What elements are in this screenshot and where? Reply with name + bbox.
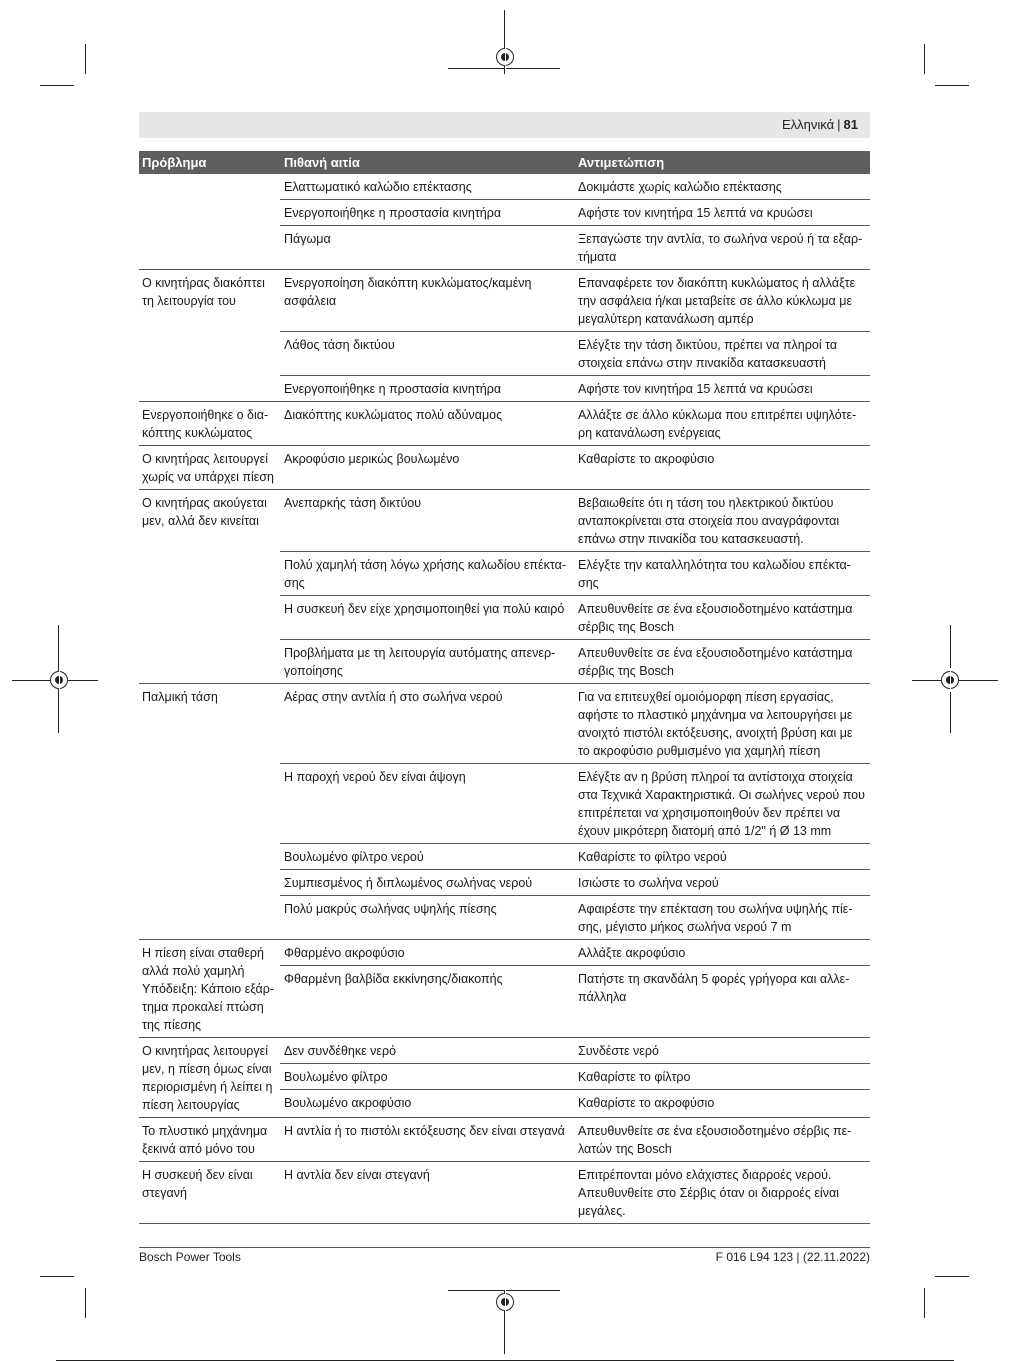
remedy-cell: Ελέγξτε την καταλληλότητα του καλωδίου επέκτα-σης bbox=[578, 558, 851, 590]
remedy-cell: Επιτρέπονται μόνο ελάχιστες διαρροές νερού. Απευθυνθείτε στο Σέρβις όταν οι διαρροές είναι μεγάλες. bbox=[578, 1168, 839, 1218]
remedy-cell: Καθαρίστε το ακροφύσιο bbox=[578, 452, 715, 466]
remedy-cell: Αφήστε τον κινητήρα 15 λεπτά να κρυώσει bbox=[578, 382, 813, 396]
table-row bbox=[280, 174, 870, 200]
registration-mark-icon bbox=[50, 671, 68, 689]
column-header-remedy: Αντιμετώπιση bbox=[578, 155, 665, 170]
problem-group bbox=[139, 402, 870, 446]
footer-divider bbox=[139, 1247, 870, 1248]
cause-cell: Δεν συνδέθηκε νερό bbox=[284, 1044, 397, 1058]
table-row bbox=[280, 640, 870, 683]
cause-cell: Διακόπτης κυκλώματος πολύ αδύναμος bbox=[284, 408, 503, 422]
problem-cell: Η πίεση είναι σταθερή αλλά πολύ χαμηλή Υπόδειξη: Κάποιο εξάρ-τημα προκαλεί πτώση της πίεσης bbox=[142, 946, 275, 1032]
cause-cell: Πάγωμα bbox=[284, 232, 331, 246]
remedy-cell: Ισιώστε το σωλήνα νερού bbox=[578, 876, 719, 890]
cause-cell: Πολύ χαμηλή τάση λόγω χρήσης καλωδίου επέκτα-σης bbox=[284, 558, 567, 590]
cause-cell: Φθαρμένη βαλβίδα εκκίνησης/διακοπής bbox=[284, 972, 503, 986]
remedy-cell: Ξεπαγώστε την αντλία, το σωλήνα νερού ή τα εξαρ-τήματα bbox=[578, 232, 863, 264]
problem-cell: Ο κινητήρας λειτουργεί μεν, η πίεση όμως είναι περιορισμένη ή λείπει η πίεση λειτουργίας bbox=[142, 1044, 273, 1112]
table-row bbox=[280, 200, 870, 226]
problem-group bbox=[139, 1118, 870, 1162]
table-row bbox=[280, 1038, 870, 1064]
remedy-cell: Επαναφέρετε τον διακόπτη κυκλώματος ή αλλάξτε την ασφάλεια ή/και μεταβείτε σε άλλο κύκλωμα με μεγαλύτερη κατανάλωση αμπέρ bbox=[578, 276, 856, 326]
table-row bbox=[280, 226, 870, 269]
column-header-cause: Πιθανή αιτία bbox=[284, 155, 360, 170]
table-row bbox=[280, 402, 870, 445]
table-row bbox=[280, 1090, 870, 1115]
cause-cell: Ενεργοποιήθηκε η προστασία κινητήρα bbox=[284, 382, 502, 396]
remedy-cell: Για να επιτευχθεί ομοιόμορφη πίεση εργασίας, αφήστε το πλαστικό μηχάνημα να λειτουργήσει με ανοιχτό πιστόλι εκτόξευσης, ανοιχτή βρύση και με το ακροφύσιο ρυθμισμένο για χαμηλή πίεση bbox=[578, 690, 853, 758]
table-row bbox=[280, 1162, 870, 1223]
cause-cell: Η αντλία δεν είναι στεγανή bbox=[284, 1168, 430, 1182]
remedy-cell: Απευθυνθείτε σε ένα εξουσιοδοτημένο σέρβις πε-λατών της Bosch bbox=[578, 1124, 852, 1156]
remedy-cell: Ελέγξτε την τάση δικτύου, πρέπει να πληροί τα στοιχεία επάνω στην πινακίδα κατασκευαστή bbox=[578, 338, 838, 370]
problem-group bbox=[139, 446, 870, 490]
table-row bbox=[280, 1118, 870, 1161]
footer-brand: Bosch Power Tools bbox=[139, 1250, 241, 1264]
table-row bbox=[280, 376, 870, 401]
cause-cell: Λάθος τάση δικτύου bbox=[284, 338, 395, 352]
table-row bbox=[280, 332, 870, 376]
page-header bbox=[139, 112, 870, 138]
remedy-cell: Απευθυνθείτε σε ένα εξουσιοδοτημένο κατάστημα σέρβις της Bosch bbox=[578, 602, 853, 634]
problem-cell: Η συσκευή δεν είναι στεγανή bbox=[142, 1168, 253, 1200]
table-row bbox=[280, 844, 870, 870]
cause-cell: Η συσκευή δεν είχε χρησιμοποιηθεί για πολύ καιρό bbox=[284, 602, 565, 616]
table-row bbox=[280, 966, 870, 1009]
table-body bbox=[139, 174, 870, 1224]
page-number: 81 bbox=[843, 117, 858, 132]
remedy-cell: Ελέγξτε αν η βρύση πληροί τα αντίστοιχα στοιχεία στα Τεχνικά Χαρακτηριστικά. Οι σωλήνες νερού που επιτρέπεται να χρησιμοποιηθούν δεν πρέπει να έχουν μικρότερη διατομή από 1/2" ή Ø 13 mm bbox=[578, 770, 865, 838]
problem-group bbox=[139, 174, 870, 270]
remedy-cell: Συνδέστε νερό bbox=[578, 1044, 659, 1058]
cause-cell: Η παροχή νερού δεν είναι άψογη bbox=[284, 770, 466, 784]
problem-cell: Παλμική τάση bbox=[142, 690, 218, 704]
cause-cell: Συμπιεσμένος ή διπλωμένος σωλήνας νερού bbox=[284, 876, 533, 890]
table-row bbox=[280, 490, 870, 552]
problem-cell: Το πλυστικό μηχάνημα ξεκινά από μόνο του bbox=[142, 1124, 268, 1156]
cause-cell: Ενεργοποίηση διακόπτη κυκλώματος/καμένη ασφάλεια bbox=[284, 276, 532, 308]
table-row bbox=[280, 552, 870, 596]
remedy-cell: Δοκιμάστε χωρίς καλώδιο επέκτασης bbox=[578, 180, 782, 194]
cause-cell: Ακροφύσιο μερικώς βουλωμένο bbox=[284, 452, 460, 466]
cause-cell: Βουλωμένο φίλτρο νερού bbox=[284, 850, 424, 864]
table-row bbox=[280, 446, 870, 471]
cause-cell: Ελαττωματικό καλώδιο επέκτασης bbox=[284, 180, 472, 194]
remedy-cell: Πατήστε τη σκανδάλη 5 φορές γρήγορα και αλλε-πάλληλα bbox=[578, 972, 850, 1004]
footer-doc-ref: F 016 L94 123 | (22.11.2022) bbox=[715, 1250, 870, 1264]
remedy-cell: Αλλάξτε ακροφύσιο bbox=[578, 946, 686, 960]
problem-cell bbox=[139, 174, 280, 269]
table-header bbox=[139, 151, 870, 174]
table-row bbox=[280, 940, 870, 966]
problem-group bbox=[139, 940, 870, 1038]
problem-cell: Ενεργοποιήθηκε ο δια-κόπτης κυκλώματος bbox=[142, 408, 269, 440]
remedy-cell: Αλλάξτε σε άλλο κύκλωμα που επιτρέπει υψηλότε-ρη κατανάλωση ενέργειας bbox=[578, 408, 857, 440]
cause-cell: Ανεπαρκής τάση δικτύου bbox=[284, 496, 422, 510]
troubleshooting-table bbox=[139, 151, 870, 1224]
registration-mark-icon bbox=[941, 671, 959, 689]
problem-cell: Ο κινητήρας λειτουργεί χωρίς να υπάρχει πίεση bbox=[142, 452, 274, 484]
problem-group bbox=[139, 490, 870, 684]
remedy-cell: Καθαρίστε το ακροφύσιο bbox=[578, 1096, 715, 1110]
problem-group bbox=[139, 1162, 870, 1224]
remedy-cell: Βεβαιωθείτε ότι η τάση του ηλεκτρικού δικτύου ανταποκρίνεται στα στοιχεία που αναγράφονται επάνω στην πινακίδα του κατασκευαστή. bbox=[578, 496, 840, 546]
remedy-cell: Καθαρίστε το φίλτρο bbox=[578, 1070, 691, 1084]
header-text: Ελληνικά | 81 bbox=[781, 117, 858, 132]
problem-group bbox=[139, 1038, 870, 1118]
remedy-cell: Αφαιρέστε την επέκταση του σωλήνα υψηλής πίε-σης, μέγιστο μήκος σωλήνα νερού 7 m bbox=[578, 902, 853, 934]
table-row bbox=[280, 896, 870, 939]
remedy-cell: Καθαρίστε το φίλτρο νερού bbox=[578, 850, 727, 864]
registration-mark-icon bbox=[496, 48, 514, 66]
registration-mark-icon bbox=[496, 1293, 514, 1311]
remedy-cell: Απευθυνθείτε σε ένα εξουσιοδοτημένο κατάστημα σέρβις της Bosch bbox=[578, 646, 853, 678]
table-row bbox=[280, 684, 870, 764]
cause-cell: Προβλήματα με τη λειτουργία αυτόματης απενερ-γοποίησης bbox=[284, 646, 556, 678]
table-row bbox=[280, 764, 870, 844]
table-row bbox=[280, 596, 870, 640]
column-header-problem: Πρόβλημα bbox=[142, 155, 207, 170]
cause-cell: Αέρας στην αντλία ή στο σωλήνα νερού bbox=[284, 690, 503, 704]
problem-cell: Ο κινητήρας ακούγεται μεν, αλλά δεν κινείται bbox=[142, 496, 267, 528]
cause-cell: Η αντλία ή το πιστόλι εκτόξευσης δεν είναι στεγανά bbox=[284, 1124, 565, 1138]
problem-group bbox=[139, 270, 870, 402]
cause-cell: Πολύ μακρύς σωλήνας υψηλής πίεσης bbox=[284, 902, 497, 916]
problem-group bbox=[139, 684, 870, 940]
cause-cell: Ενεργοποιήθηκε η προστασία κινητήρα bbox=[284, 206, 502, 220]
table-row bbox=[280, 1064, 870, 1090]
problem-cell: Ο κινητήρας διακόπτει τη λειτουργία του bbox=[142, 276, 265, 308]
cause-cell: Φθαρμένο ακροφύσιο bbox=[284, 946, 405, 960]
remedy-cell: Αφήστε τον κινητήρα 15 λεπτά να κρυώσει bbox=[578, 206, 813, 220]
cause-cell: Βουλωμένο ακροφύσιο bbox=[284, 1096, 412, 1110]
cause-cell: Βουλωμένο φίλτρο bbox=[284, 1070, 388, 1084]
header-language: Ελληνικά bbox=[781, 117, 835, 132]
table-row bbox=[280, 270, 870, 332]
table-row bbox=[280, 870, 870, 896]
